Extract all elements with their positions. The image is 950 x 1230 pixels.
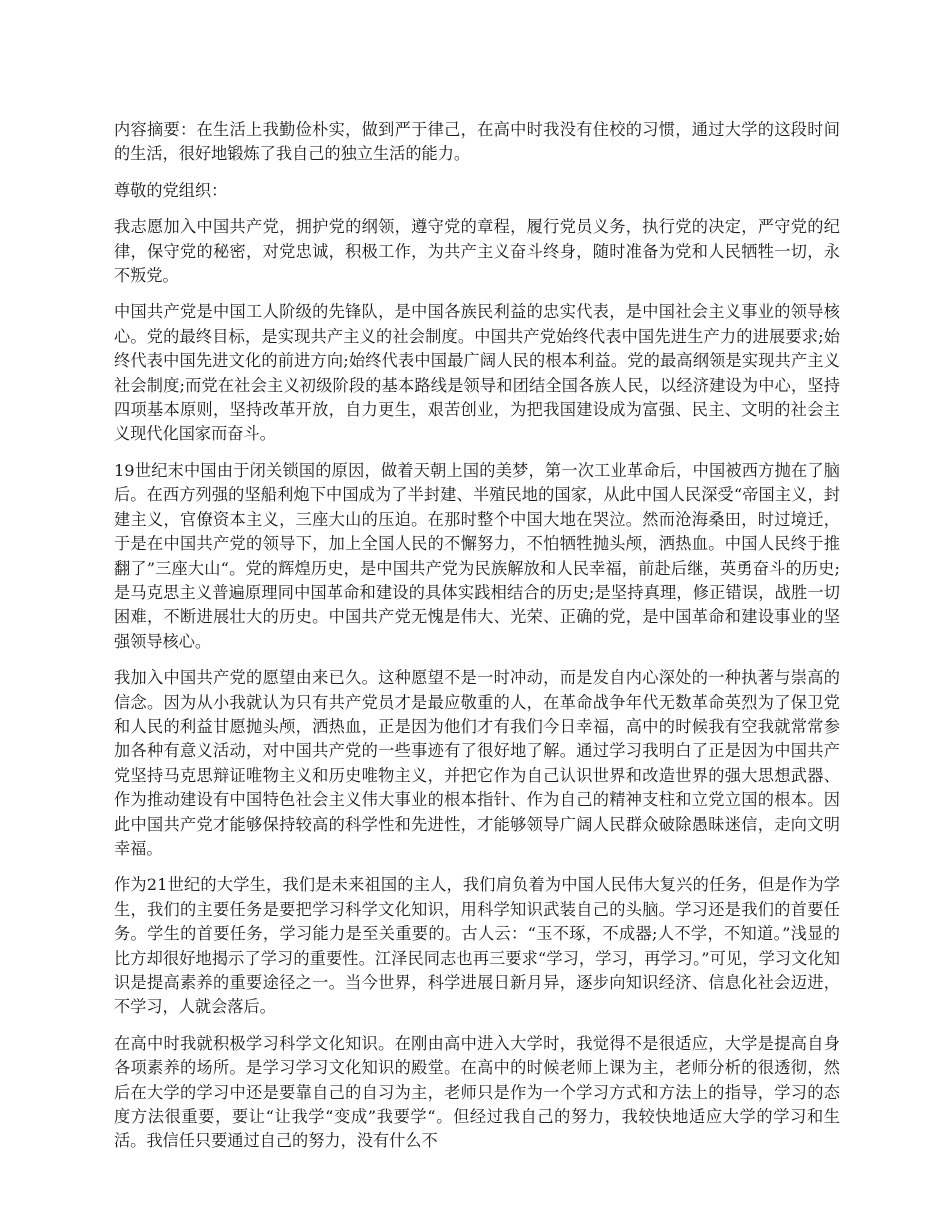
motivation-paragraph: 我加入中国共产党的愿望由来已久。这种愿望不是一时冲动，而是发自内心深处的一种执著与崇高的信念。因为从小我就认为只有共产党员才是最应敬重的人，在革命战争年代无数革命英烈为了保卫党和人民的利益甘愿抛头颅，洒热血，正是因为他们才有我们今日幸福，高中的时候我有空我就常常参加各种有意义活动，对中国共产党的一些事迹有了很好地了解。通过学习我明白了正是因为中国共产党坚持马克思辩证唯物主义和历史唯物主义，并把它作为自己认识世界和改造世界的强大思想武器、作为推动建设有中国特色社会主义伟大事业的根本指针、作为自己的精神支柱和立党立国的根本。因此中国共产党才能够保持较高的科学性和先进性，才能够领导广阔人民群众破除愚昧迷信，走向文明幸福。 <box>114 668 840 858</box>
oath-paragraph: 我志愿加入中国共产党，拥护党的纲领，遵守党的章程，履行党员义务，执行党的决定，严守党的纪律，保守党的秘密，对党忠诚，积极工作，为共产主义奋斗终身，随时准备为党和人民牺牲一切，永不叛党。 <box>114 217 840 286</box>
abstract-paragraph: 内容摘要：在生活上我勤俭朴实，做到严于律己，在高中时我没有住校的习惯，通过大学的这段时间的生活，很好地锻炼了我自己的独立生活的能力。 <box>114 120 840 164</box>
party-description-paragraph: 中国共产党是中国工人阶级的先锋队，是中国各族民利益的忠实代表，是中国社会主义事业的领导核心。党的最终目标，是实现共产主义的社会制度。中国共产党始终代表中国先进生产力的进展要求;始终代表中国先进文化的前进方向;始终代表中国最广阔人民的根本利益。党的最高纲领是实现共产主义社会制度;而党在社会主义初级阶段的基本路线是领导和团结全国各族人民，以经济建设为中心，坚持四项基本原则，坚持改革开放，自力更生，艰苦创业，为把我国建设成为富强、民主、文明的社会主义现代化国家而奋斗。 <box>114 302 840 444</box>
salutation: 尊敬的党组织： <box>114 180 228 200</box>
adaptation-paragraph: 在高中时我就积极学习科学文化知识。在刚由高中进入大学时，我觉得不是很适应，大学是提高自身各项素养的场所。是学习学习文化知识的殿堂。在高中的时候老师上课为主，老师分析的很透彻，然后在大学的学习中还是要靠自己的自习为主，老师只是作为一个学习方式和方法上的指导，学习的态度方法很重要，要让“让我学“变成”我要学“。但经过我自己的努力，我较快地适应大学的学习和生活。我信任只要通过自己的努力，没有什么不 <box>114 1033 840 1151</box>
study-paragraph: 作为21世纪的大学生，我们是未来祖国的主人，我们肩负着为中国人民伟大复兴的任务，但是作为学生，我们的主要任务是要把学习科学文化知识，用科学知识武装自己的头脑。学习还是我们的首要任务。学生的首要任务，学习能力是至关重要的。古人云：“玉不琢，不成器;人不学，不知道。”浅显的比方却很好地揭示了学习的重要性。江泽民同志也再三要求“学习，学习，再学习。”可见，学习文化知识是提高素养的重要途径之一。当今世界，科学进展日新月异，逐步向知识经济、信息化社会迈进，不学习，人就会落后。 <box>114 875 840 1017</box>
history-paragraph: 19世纪末中国由于闭关锁国的原因，做着天朝上国的美梦，第一次工业革命后，中国被西方抛在了脑后。在西方列强的坚船利炮下中国成为了半封建、半殖民地的国家，从此中国人民深受“帝国主义，封建主义，官僚资本主义，三座大山的压迫。在那时整个中国大地在哭泣。然而沧海桑田，时过境迁，于是在中国共产党的领导下，加上全国人民的不懈努力，不怕牺牲抛头颅，洒热血。中国人民终于推翻了”三座大山“。党的辉煌历史，是中国共产党为民族解放和人民幸福，前赴后继，英勇奋斗的历史;是马克思主义普遍原理同中国革命和建设的具体实践相结合的历史;是坚持真理，修正错误，战胜一切困难，不断进展壮大的历史。中国共产党无愧是伟大、光荣、正确的党，是中国革命和建设事业的坚强领导核心。 <box>114 460 840 651</box>
document-body <box>114 118 840 1166</box>
